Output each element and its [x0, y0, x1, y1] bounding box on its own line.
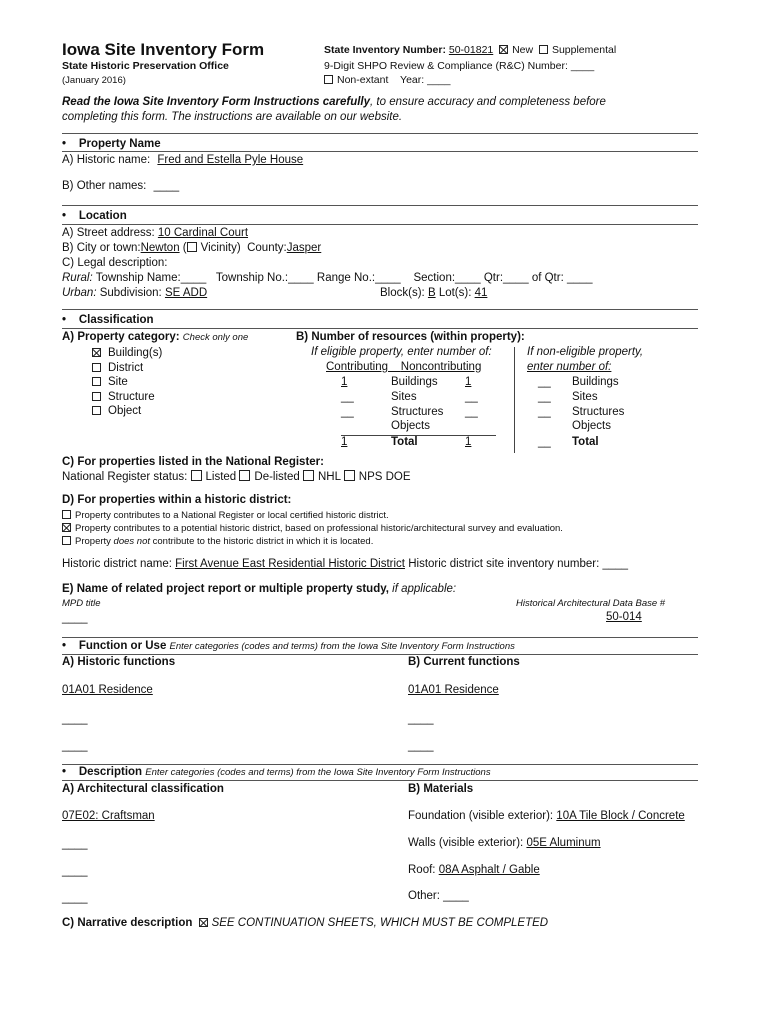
qtr-value[interactable]: ____	[503, 272, 529, 284]
historic-function-value[interactable]: ____	[62, 740, 88, 752]
description-hint: Enter categories (codes and terms) from the Iowa Site Inventory Form Instructions	[145, 767, 491, 778]
historic-function-value[interactable]: ____	[62, 713, 88, 725]
supplemental-checkbox[interactable]	[539, 45, 548, 54]
eligible-label: If eligible property, enter number of:	[311, 346, 492, 358]
category-label: A) Property category:	[62, 331, 180, 343]
of-qtr-label: of Qtr:	[531, 272, 564, 284]
section-divider	[62, 133, 698, 134]
noneligible-count[interactable]: __	[538, 376, 551, 388]
section-divider	[62, 654, 698, 655]
foundation-label: Foundation (visible exterior):	[408, 810, 554, 822]
section-value[interactable]: ____	[455, 272, 481, 284]
city-label: B) City or town:	[62, 242, 141, 254]
noncontributing-count[interactable]: __	[465, 406, 478, 418]
walls-label: Walls (visible exterior):	[408, 837, 524, 849]
supplemental-label: Supplemental	[551, 44, 617, 56]
other-material-row	[408, 890, 469, 902]
noneligible-count[interactable]: __	[538, 391, 551, 403]
nonextant-checkbox[interactable]	[324, 75, 333, 84]
street-value[interactable]: 10 Cardinal Court	[157, 227, 249, 239]
foundation-value[interactable]: 10A Tile Block / Concrete	[556, 810, 685, 822]
section-divider	[62, 328, 698, 329]
resource-label-noneligible: Structures	[572, 406, 625, 418]
noncontributing-count[interactable]: __	[465, 391, 478, 403]
nr-status-option: De-listed	[254, 471, 300, 483]
nr-status-option: Listed	[205, 471, 237, 483]
district-option-1: Property contributes to a National Register or local certified historic district.	[62, 510, 389, 521]
section-divider	[62, 309, 698, 310]
intro-bold: Read the Iowa Site Inventory Form Instructions carefully	[62, 96, 371, 108]
category-label: Building(s)	[108, 347, 163, 359]
resource-label: Structures	[391, 406, 444, 418]
section-divider	[62, 151, 698, 152]
noneligible-label: If non-eligible property,	[527, 346, 644, 358]
total-label-2: Total	[572, 436, 599, 448]
district-opt1-checkbox[interactable]	[62, 510, 71, 519]
category-label: Site	[108, 376, 128, 389]
state-number-value[interactable]: 50-01821	[448, 44, 494, 56]
district-number-value[interactable]: ____	[602, 558, 629, 570]
county-value[interactable]: Jasper	[286, 242, 322, 254]
mpd-label: MPD title	[62, 598, 101, 609]
nr-status-checkbox[interactable]	[303, 470, 314, 481]
contributing-count[interactable]: 1	[341, 376, 348, 388]
intro-line2: completing this form. The instructions are available on our website.	[62, 111, 403, 123]
district-option-2: Property contributes to a potential historic district, based on professional historic/architectural survey and evaluation.	[62, 523, 563, 534]
block-lot-row	[380, 287, 487, 299]
narrative-checkbox[interactable]	[199, 918, 208, 927]
category-checkbox[interactable]	[92, 406, 101, 415]
street-label: A) Street address:	[62, 227, 155, 239]
walls-row	[408, 837, 601, 849]
category-label: Structure	[108, 390, 155, 403]
review-value[interactable]: ____	[570, 60, 595, 72]
total-line	[341, 435, 496, 436]
nonextant-label: Non-extant	[337, 74, 389, 86]
objects-label: Objects	[391, 420, 430, 432]
total-noneligible[interactable]: __	[538, 436, 551, 448]
city-row: B) City or town:Newton ( Vicinity) County:Jasper	[62, 242, 322, 254]
related-hint: if applicable:	[392, 583, 457, 595]
district-opt2-checkbox[interactable]	[62, 523, 71, 532]
township-name-label: Township Name:	[95, 272, 181, 284]
range-label: Range No.:	[316, 272, 376, 284]
district-name-value[interactable]: First Avenue East Residential Historic District	[175, 558, 405, 570]
subdivision-value[interactable]: SE ADD	[164, 287, 208, 299]
other-material-value[interactable]: ____	[443, 890, 469, 902]
category-option	[92, 390, 162, 405]
noneligible-label-2: enter number of:	[527, 361, 612, 373]
contributing-count[interactable]: __	[341, 406, 354, 418]
township-no-value[interactable]: ____	[288, 272, 314, 284]
hadb-label: Historical Architectural Data Base #	[516, 598, 666, 609]
form-date: (January 2016)	[62, 75, 126, 86]
section-divider	[62, 205, 698, 206]
township-name-value[interactable]: ____	[180, 272, 207, 284]
resource-label: Buildings	[391, 376, 438, 388]
section-label: Section:	[413, 272, 456, 284]
district-opt3-checkbox[interactable]	[62, 536, 71, 545]
resource-label-noneligible: Buildings	[572, 376, 619, 388]
function-heading-row: • Function or Use Enter categories (codes and terms) from the Iowa Site Inventory Form Instructions	[62, 640, 515, 652]
other-material-label: Other:	[408, 890, 440, 902]
district-number-label: Historic district site inventory number:	[408, 558, 600, 570]
other-names-label: B) Other names:	[62, 180, 147, 192]
district-name-label: Historic district name:	[62, 558, 172, 570]
category-label: Object	[108, 405, 142, 418]
property-name-heading: • Property Name	[62, 138, 161, 150]
section-divider	[62, 637, 698, 638]
category-checkbox[interactable]	[92, 392, 101, 401]
category-option	[92, 361, 162, 376]
location-heading: • Location	[62, 210, 127, 222]
category-label: District	[108, 361, 144, 374]
materials-label: B) Materials	[408, 783, 474, 795]
category-checkbox[interactable]	[92, 363, 101, 372]
state-number-label: State Inventory Number:	[324, 44, 446, 56]
rural-row	[62, 272, 593, 284]
rural-label: Rural:	[62, 272, 93, 284]
nr-status-checkbox[interactable]	[344, 470, 355, 481]
form-title: Iowa Site Inventory Form	[62, 40, 265, 59]
historic-name-row	[62, 154, 303, 166]
category-option	[92, 346, 162, 361]
lots-value[interactable]: 41	[474, 287, 488, 299]
category-list	[92, 346, 162, 419]
category-checkbox[interactable]	[92, 377, 101, 386]
contributing-count[interactable]: __	[341, 391, 354, 403]
district-option-3: Property does not contribute to the historic district in which it is located.	[62, 536, 373, 547]
blocks-value[interactable]: B	[427, 287, 436, 299]
qtr-label: Qtr:	[483, 272, 504, 284]
arch-classification-value[interactable]: ____	[62, 892, 88, 904]
review-row	[324, 60, 594, 72]
resource-label-noneligible: Sites	[572, 391, 598, 403]
roof-label: Roof:	[408, 864, 436, 876]
arch-classification-label: A) Architectural classification	[62, 783, 224, 795]
other-names-value[interactable]: ____	[153, 180, 180, 192]
legal-label: C) Legal description:	[62, 257, 168, 269]
category-option	[92, 375, 162, 390]
street-row	[62, 227, 248, 239]
related-label: E) Name of related project report or multiple property study,	[62, 583, 389, 595]
section-divider	[62, 764, 698, 765]
of-qtr-value[interactable]: ____	[566, 272, 593, 284]
historic-functions-label: A) Historic functions	[62, 656, 176, 668]
nr-heading: C) For properties listed in the National Register:	[62, 456, 324, 468]
new-label: New	[512, 44, 534, 56]
township-no-label: Township No.:	[215, 272, 289, 284]
urban-label: Urban:	[62, 287, 97, 299]
arch-classification-value[interactable]: ____	[62, 838, 88, 850]
nr-status-option: NPS DOE	[358, 471, 411, 483]
district-name-row	[62, 558, 628, 570]
year-label: Year:	[400, 74, 425, 86]
district-heading: D) For properties within a historic district:	[62, 494, 292, 506]
narrative-label: C) Narrative description	[62, 917, 193, 929]
current-function-value[interactable]: 01A01 Residence	[408, 684, 499, 696]
objects-label-2: Objects	[572, 420, 611, 432]
arch-classification-value[interactable]: ____	[62, 865, 88, 877]
resources-label: B) Number of resources (within property):	[296, 331, 525, 343]
intro-line1	[62, 96, 606, 108]
current-functions-label: B) Current functions	[408, 656, 520, 668]
noncontributing-count[interactable]: 1	[465, 376, 472, 388]
resource-label: Sites	[391, 391, 417, 403]
range-value[interactable]: ____	[375, 272, 401, 284]
category-hint: Check only one	[182, 332, 249, 343]
classification-heading: • Classification	[62, 314, 154, 326]
county-label: County:	[247, 242, 287, 254]
section-divider	[62, 224, 698, 225]
vicinity-label: Vicinity)	[200, 242, 241, 254]
office-name: State Historic Preservation Office	[62, 60, 229, 72]
current-function-value[interactable]: ____	[408, 713, 434, 725]
function-heading: Function or Use	[78, 640, 167, 652]
vicinity-checkbox[interactable]	[187, 242, 197, 252]
city-value[interactable]: Newton	[140, 242, 180, 254]
historic-name-label: A) Historic name:	[62, 154, 151, 166]
category-option	[92, 404, 162, 419]
historic-name-value[interactable]: Fred and Estella Pyle House	[157, 154, 304, 166]
contributing-header: Contributing Noncontributing	[326, 361, 482, 373]
narrative-text: SEE CONTINUATION SHEETS, WHICH MUST BE COMPLETED	[211, 917, 549, 929]
nr-status-checkbox[interactable]	[191, 470, 202, 481]
mpd-value[interactable]: ____	[62, 612, 88, 624]
description-heading-row: • Description Enter categories (codes and terms) from the Iowa Site Inventory Form Instructions	[62, 766, 491, 778]
nr-status-label: National Register status:	[62, 471, 188, 483]
hadb-value[interactable]: 50-014	[606, 611, 642, 623]
arch-classification-value[interactable]: 07E02: Craftsman	[62, 810, 155, 822]
nr-status-row	[62, 470, 411, 483]
lots-label: Lot(s):	[438, 287, 472, 299]
function-hint: Enter categories (codes and terms) from the Iowa Site Inventory Form Instructions	[169, 641, 515, 652]
year-value[interactable]: ____	[427, 74, 451, 86]
roof-row	[408, 864, 540, 876]
nr-status-checkbox[interactable]	[239, 470, 250, 481]
nr-status-option: NHL	[317, 471, 341, 483]
noneligible-count[interactable]: __	[538, 406, 551, 418]
description-heading: Description	[78, 766, 143, 778]
intro-rest: , to ensure accuracy and completeness before	[370, 96, 606, 108]
review-label: 9-Digit SHPO Review & Compliance (R&C) Number:	[324, 60, 568, 72]
foundation-row	[408, 810, 685, 822]
roof-value[interactable]: 08A Asphalt / Gable	[438, 864, 540, 876]
total-label: Total	[391, 436, 418, 448]
section-divider	[62, 780, 698, 781]
subdivision-label: Subdivision:	[99, 287, 162, 299]
walls-value[interactable]: 05E Aluminum	[526, 837, 601, 849]
total-contributing[interactable]: 1	[341, 436, 348, 448]
new-checkbox[interactable]	[499, 45, 508, 54]
category-row	[62, 331, 248, 343]
urban-row	[62, 287, 207, 299]
resource-divider	[514, 347, 515, 453]
blocks-label: Block(s):	[380, 287, 425, 299]
narrative-row	[62, 917, 548, 929]
nonextant-row	[324, 74, 450, 86]
current-function-value[interactable]: ____	[408, 740, 434, 752]
related-row	[62, 583, 456, 595]
category-checkbox[interactable]	[92, 348, 101, 357]
other-names-row	[62, 180, 179, 192]
total-noncontributing[interactable]: 1	[465, 436, 472, 448]
state-inventory-row	[324, 44, 616, 56]
historic-function-value[interactable]: 01A01 Residence	[62, 684, 153, 696]
